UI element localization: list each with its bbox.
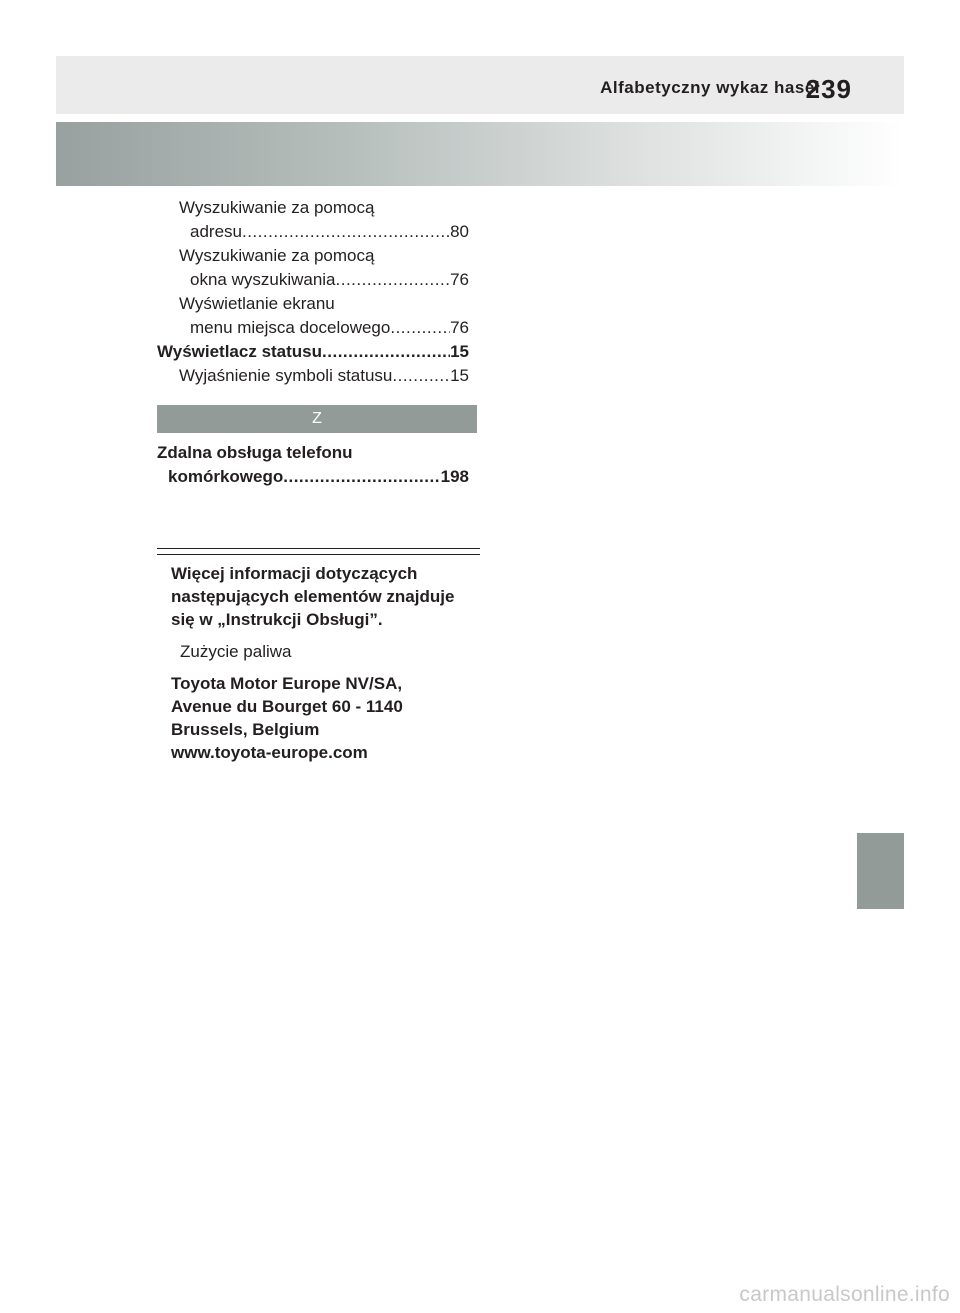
company-line: Brussels, Belgium	[171, 720, 320, 739]
company-website: www.toyota-europe.com	[171, 743, 368, 762]
index-subentry-continuation: okna wyszukiwania	[190, 270, 336, 289]
index-main-entry-continuation: komórkowego	[168, 467, 284, 486]
index-page-ref: 76	[450, 270, 469, 289]
index-main-entry-label: Zdalna obsługa telefonu	[157, 443, 353, 462]
chapter-side-tab	[857, 833, 904, 909]
leader-dots	[242, 220, 450, 244]
watermark: carmanualsonline.info	[739, 1283, 950, 1306]
page-header-title: Alfabetyczny wykaz haseł	[600, 78, 820, 97]
index-page-ref: 15	[450, 366, 469, 385]
index-subentry-continuation: menu miejsca docelowego	[190, 318, 391, 337]
info-box	[171, 562, 476, 764]
index-main-entry	[157, 340, 469, 364]
section-letter-bar: Z	[157, 405, 477, 433]
company-line: Toyota Motor Europe NV/SA,	[171, 674, 403, 693]
index-subentry-continuation: adresu	[190, 222, 242, 241]
index-subentry-label: Wyjaśnienie symboli statusu	[179, 366, 393, 385]
index-subentry-label: Wyszukiwanie za pomocą	[179, 246, 375, 265]
index-subentry	[157, 364, 469, 388]
company-line: Avenue du Bourget 60 - 1140	[171, 697, 403, 716]
info-heading-line: następujących elementów znajduje	[171, 587, 455, 606]
leader-dots	[283, 465, 440, 489]
index-page-ref: 76	[450, 318, 469, 337]
index-subentry-label: Wyświetlanie ekranu	[179, 294, 335, 313]
index-main-entry-label: Wyświetlacz statusu	[157, 342, 323, 361]
index-subentry	[157, 196, 469, 244]
index-page-ref: 198	[440, 467, 469, 486]
double-divider	[157, 548, 480, 555]
info-heading-line: się w „Instrukcji Obsługi”.	[171, 610, 383, 629]
index-column-z	[157, 441, 469, 489]
index-subentry-label: Wyszukiwanie za pomocą	[179, 198, 375, 217]
header-gradient-band	[56, 122, 904, 186]
leader-dots	[336, 268, 451, 292]
index-subentry	[157, 244, 469, 292]
index-subentry	[157, 292, 469, 340]
index-main-entry	[157, 441, 469, 489]
leader-dots	[390, 316, 450, 340]
info-heading-line: Więcej informacji dotyczących	[171, 564, 418, 583]
info-item: Zużycie paliwa	[180, 642, 292, 661]
index-page-ref: 80	[450, 222, 469, 241]
leader-dots	[322, 340, 450, 364]
index-column	[157, 196, 469, 388]
page-number: 239	[805, 74, 852, 104]
leader-dots	[392, 364, 450, 388]
index-page-ref: 15	[450, 342, 469, 361]
